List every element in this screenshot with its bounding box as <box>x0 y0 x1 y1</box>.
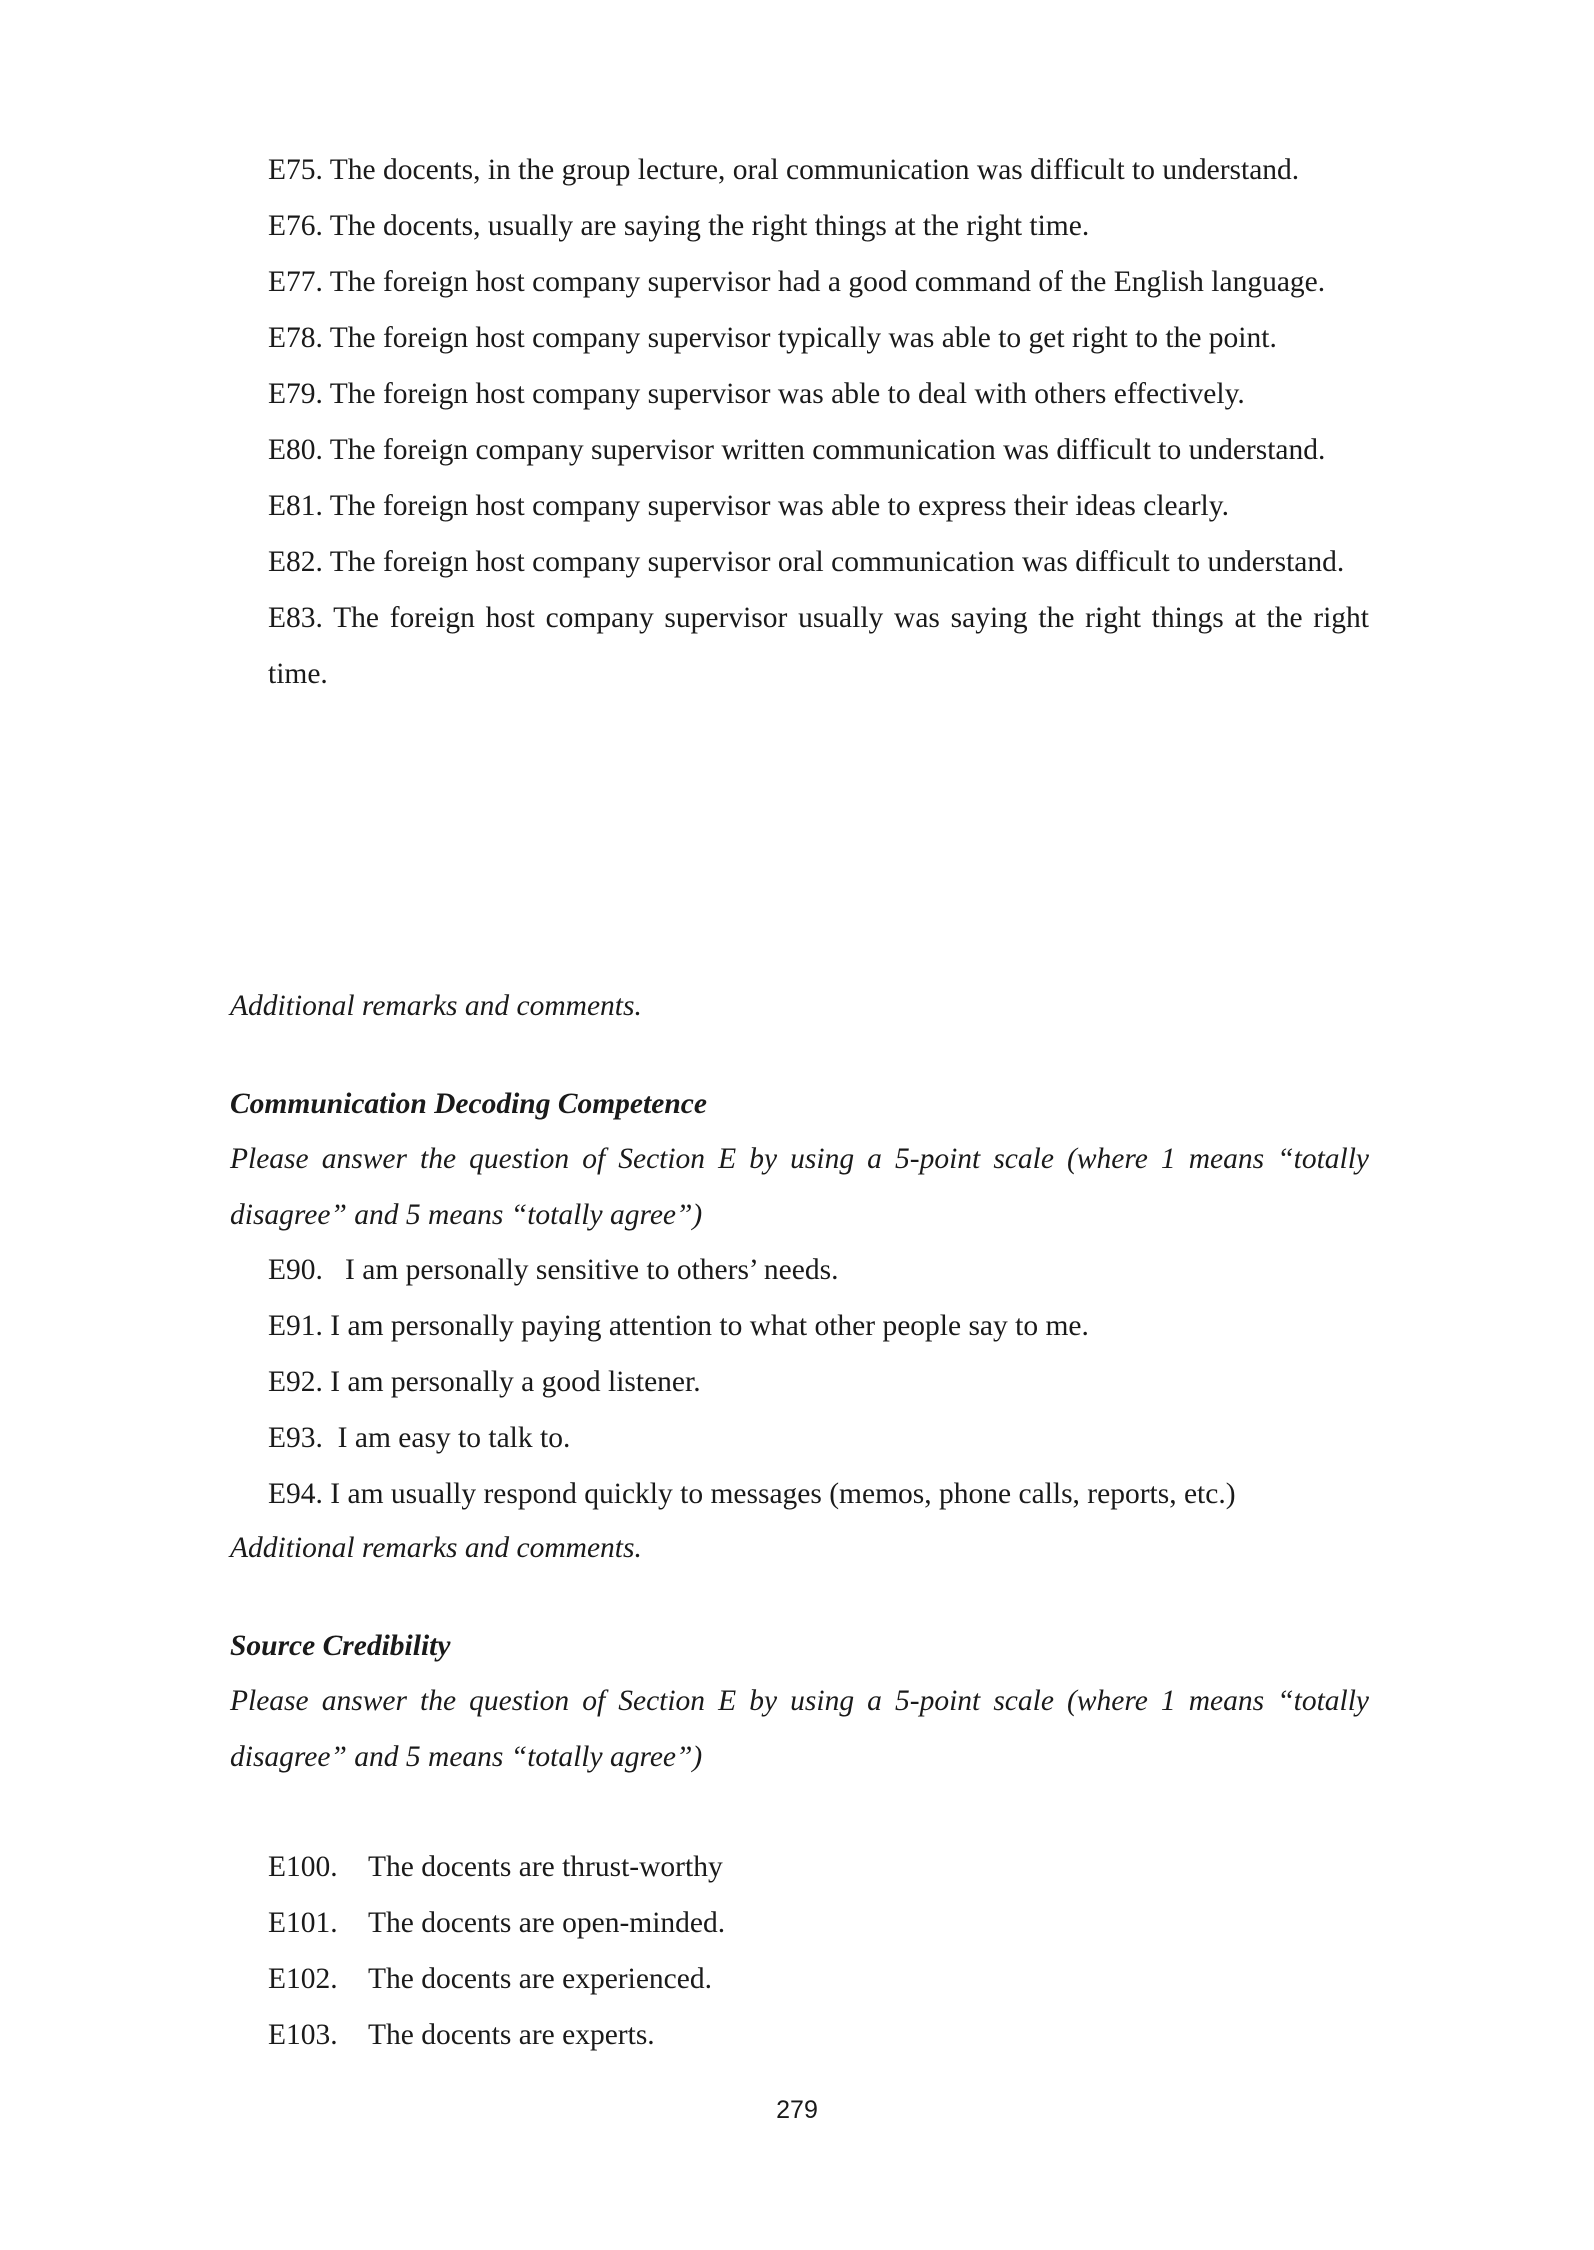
list-item <box>268 142 1369 198</box>
item-code: E92. <box>268 1366 323 1398</box>
item-code: E101. <box>268 1907 338 1939</box>
item-text: I am personally sensitive to others’ needs. <box>345 1254 839 1286</box>
item-text: The foreign host company supervisor was able to express their ideas clearly. <box>329 490 1229 522</box>
item-code: E78. <box>268 322 323 354</box>
list-item <box>268 1839 725 1895</box>
list-item <box>268 1298 1236 1354</box>
page-number: 279 <box>776 2096 818 2124</box>
item-code: E76. <box>268 210 323 242</box>
additional-remarks-label: Additional remarks and comments. <box>230 1532 642 1564</box>
item-text: The docents, in the group lecture, oral communication was difficult to understand. <box>329 154 1300 186</box>
item-code: E81. <box>268 490 323 522</box>
list-item <box>268 254 1369 310</box>
list-item <box>268 1951 725 2007</box>
list-item <box>268 1242 1236 1298</box>
item-code: E75. <box>268 154 323 186</box>
list-item <box>268 478 1369 534</box>
item-code: E79. <box>268 378 323 410</box>
item-text: I am personally a good listener. <box>330 1366 701 1398</box>
item-text: The foreign host company supervisor oral communication was difficult to understand. <box>329 546 1345 578</box>
item-code: E80. <box>268 434 323 466</box>
item-code: E102. <box>268 1963 338 1995</box>
section-e-item-list <box>268 142 1377 702</box>
list-item <box>268 422 1369 478</box>
item-text: The foreign host company supervisor was able to deal with others effectively. <box>329 378 1245 410</box>
item-code: E93. <box>268 1422 323 1454</box>
list-item <box>268 1410 1236 1466</box>
list-item <box>268 590 1377 702</box>
list-item <box>268 1354 1236 1410</box>
item-text: I am personally paying attention to what other people say to me. <box>330 1310 1089 1342</box>
item-code: E94. <box>268 1478 323 1510</box>
scale-instruction: Please answer the question of Section E by using a 5-point scale (where 1 means “totally disagree” and 5 means “totally agree”) <box>230 1143 1369 1231</box>
item-code: E77. <box>268 266 323 298</box>
list-item <box>268 1895 725 1951</box>
item-text: The docents are thrust-worthy <box>368 1851 723 1883</box>
item-code: E82. <box>268 546 323 578</box>
item-code: E103. <box>268 2019 338 2051</box>
item-text: The docents are experienced. <box>368 1963 712 1995</box>
item-text: The foreign host company supervisor typically was able to get right to the point. <box>329 322 1277 354</box>
item-text: The docents are experts. <box>368 2019 655 2051</box>
section-heading-decoding: Communication Decoding Competence <box>230 1088 707 1120</box>
scale-instruction: Please answer the question of Section E by using a 5-point scale (where 1 means “totally disagree” and 5 means “totally agree”) <box>230 1685 1369 1773</box>
additional-remarks-label: Additional remarks and comments. <box>230 990 642 1022</box>
item-code: E90. <box>268 1254 323 1286</box>
list-item <box>268 366 1369 422</box>
list-item <box>268 198 1369 254</box>
item-text: The foreign company supervisor written communication was difficult to understand. <box>329 434 1326 466</box>
item-text: The docents are open-minded. <box>368 1907 726 1939</box>
item-code: E83. <box>268 602 323 634</box>
item-text: The docents, usually are saying the right things at the right time. <box>329 210 1090 242</box>
item-text: I am easy to talk to. <box>337 1422 571 1454</box>
list-item <box>268 1466 1236 1522</box>
section-heading-credibility: Source Credibility <box>230 1630 451 1662</box>
list-item <box>268 2007 725 2063</box>
item-code: E91. <box>268 1310 323 1342</box>
item-text: The foreign host company supervisor had a good command of the English language. <box>329 266 1326 298</box>
decoding-item-list <box>268 1242 1236 1522</box>
item-text: The foreign host company supervisor usually was saying the right things at the right time. <box>268 602 1377 690</box>
list-item <box>268 534 1369 590</box>
credibility-item-list <box>268 1839 725 2063</box>
item-code: E100. <box>268 1851 338 1883</box>
list-item <box>268 310 1369 366</box>
item-text: I am usually respond quickly to messages (memos, phone calls, reports, etc.) <box>330 1478 1236 1510</box>
